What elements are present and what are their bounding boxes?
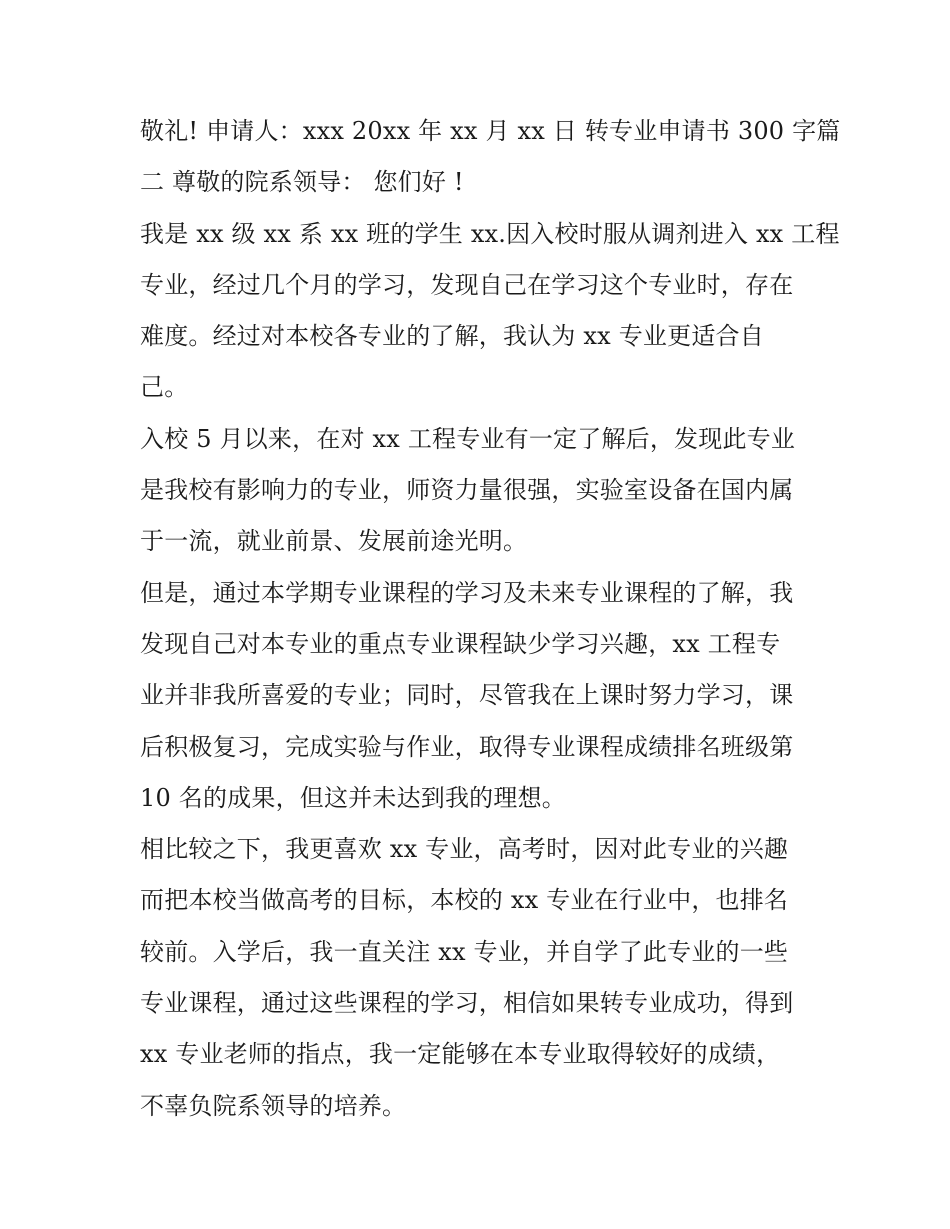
text-line-19: xx 专业老师的指点，我一定能够在本专业取得较好的成绩，	[140, 1040, 781, 1069]
text-line-16: 而把本校当做高考的目标，本校的 xx 专业在行业中，也排名	[140, 886, 789, 915]
text-line-4: 专业，经过几个月的学习，发现自己在学习这个专业时，存在	[140, 270, 794, 299]
text-line-9: 于一流，就业前景、发展前途光明。	[140, 527, 528, 556]
text-line-13: 后积极复习，完成实验与作业，取得专业课程成绩排名班级第	[140, 732, 794, 761]
text-line-6: 己。	[140, 373, 189, 402]
text-line-2: 二 尊敬的院系领导： 您们好 !	[140, 168, 464, 197]
document-body	[140, 106, 841, 1132]
text-line-8: 是我校有影响力的专业，师资力量很强，实验室设备在国内属	[140, 476, 794, 505]
text-line-10: 但是，通过本学期专业课程的学习及未来专业课程的了解，我	[140, 578, 794, 607]
text-line-12: 业并非我所喜爱的专业；同时，尽管我在上课时努力学习，课	[140, 681, 794, 710]
text-line-20: 不辜负院系领导的培养。	[140, 1091, 407, 1120]
text-line-15: 相比较之下，我更喜欢 xx 专业，高考时，因对此专业的兴趣	[140, 835, 789, 864]
text-line-5: 难度。经过对本校各专业的了解，我认为 xx 专业更适合自	[140, 322, 764, 351]
text-line-18: 专业课程，通过这些课程的学习，相信如果转专业成功，得到	[140, 989, 794, 1018]
text-line-3: 我是 xx 级 xx 系 xx 班的学生 xx.因入校时服从调剂进入 xx 工程	[140, 219, 840, 248]
text-line-7: 入校 5 月以来，在对 xx 工程专业有一定了解后，发现此专业	[140, 424, 796, 453]
text-line-11: 发现自己对本专业的重点专业课程缺少学习兴趣，xx 工程专	[140, 629, 781, 658]
text-line-17: 较前。入学后，我一直关注 xx 专业，并自学了此专业的一些	[140, 937, 789, 966]
text-line-1: 敬礼! 申请人：xxx 20xx 年 xx 月 xx 日 转专业申请书 300 字篇	[140, 117, 841, 145]
text-line-14: 10 名的成果，但这并未达到我的理想。	[140, 783, 566, 812]
